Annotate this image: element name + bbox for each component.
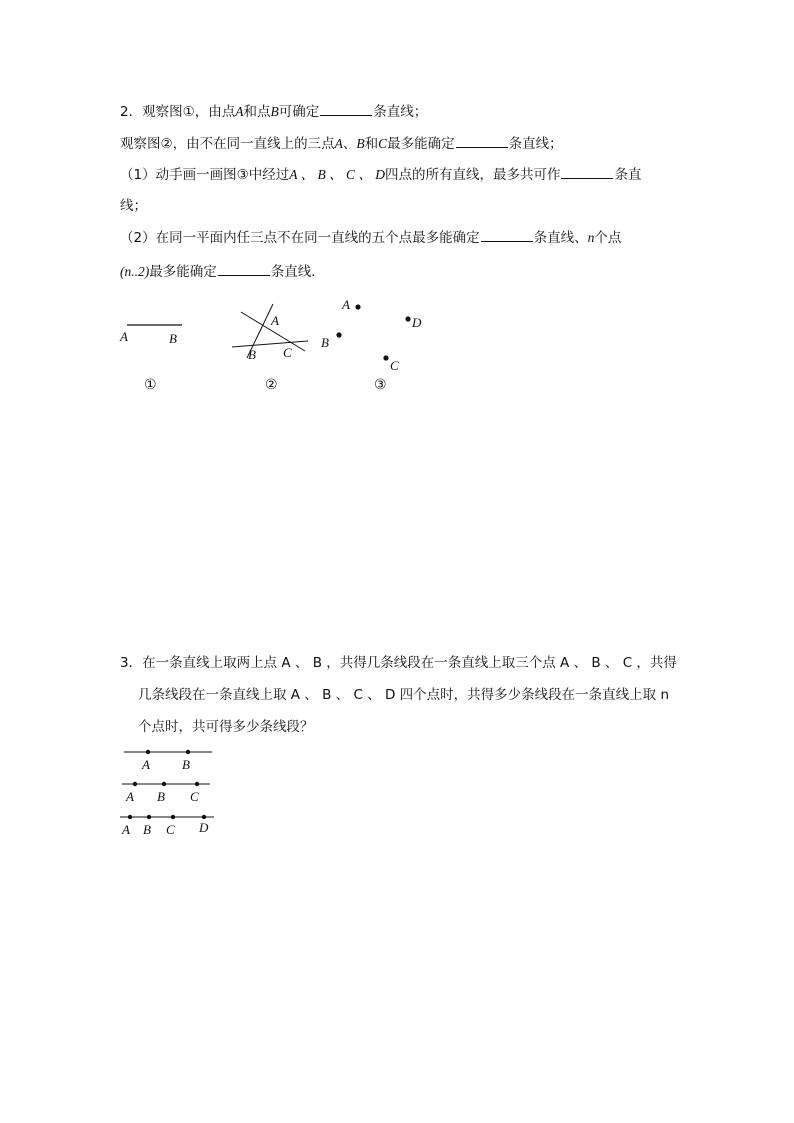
- row3-point-c: [171, 815, 175, 819]
- label-a: A: [342, 297, 350, 312]
- row2-point-c: [195, 782, 199, 786]
- q2-text: 和: [364, 136, 379, 152]
- q2-text: 条直: [614, 167, 642, 183]
- label-b: B: [169, 331, 177, 346]
- row3-label-b: B: [143, 822, 151, 837]
- answer-blank[interactable]: [456, 135, 508, 148]
- figure-1: [115, 315, 195, 355]
- q2-text: （2）在同一平面内任三点不在同一直线的五个点最多能确定: [120, 230, 480, 246]
- label-a: A: [120, 329, 128, 344]
- q3-text: 3．在一条直线上取两上点 A 、 B ，共得几条线段在一条直线上取三个点 A 、 B 、 C ，共得: [120, 655, 677, 671]
- q3-figure: [118, 745, 218, 840]
- point-c: [383, 355, 388, 360]
- label-d: D: [412, 315, 422, 330]
- row2-label-b: B: [157, 789, 165, 804]
- q2-text: 2．观察图①，由点: [120, 104, 236, 120]
- q3-text: 几条线段在一条直线上取 A 、 B 、 C 、 D 四个点时，共得多少条线段在一条直线上取 n: [138, 687, 669, 703]
- q2-text: 和点: [243, 104, 271, 120]
- row3-label-c: C: [166, 822, 175, 837]
- q3-text: 个点时，共可得多少条线段？: [138, 719, 314, 735]
- answer-blank[interactable]: [320, 103, 372, 116]
- figure-3: [315, 292, 430, 377]
- row2-point-a: [133, 782, 137, 786]
- answer-blank[interactable]: [481, 229, 533, 242]
- point-labels: A 、 B 、 C 、 D: [289, 167, 385, 182]
- q2-line-2: [120, 135, 563, 153]
- q2-text: 线；: [120, 198, 147, 214]
- row1-point-b: [186, 750, 190, 754]
- row2-label-a: A: [126, 789, 134, 804]
- variable-n: n: [587, 230, 595, 245]
- row1-label-b: B: [182, 757, 190, 772]
- q2-text: 四点的所有直线，最多共可作: [384, 167, 561, 183]
- point-b: [336, 332, 341, 337]
- q2-line-5: [120, 229, 621, 247]
- q2-text: 最多能确定: [387, 136, 455, 152]
- row2-point-b: [162, 782, 166, 786]
- figure-2: [225, 300, 320, 370]
- q3-line-2: [138, 686, 669, 704]
- row1-label-a: A: [142, 757, 150, 772]
- point-a: [355, 304, 360, 309]
- point-label: A: [235, 104, 244, 119]
- q2-text: 条直线、: [533, 230, 588, 246]
- q2-line-1: [120, 103, 427, 121]
- label-b: B: [248, 347, 256, 362]
- label-c: C: [390, 358, 399, 373]
- point-d: [405, 316, 410, 321]
- q2-text: 条直线；: [373, 104, 428, 120]
- q3-line-1: [120, 654, 677, 672]
- figure-3-number: ③: [374, 377, 387, 393]
- point-label: A: [334, 136, 343, 151]
- point-label: B: [270, 104, 279, 119]
- label-b: B: [321, 335, 329, 350]
- figure-2-number: ②: [265, 377, 278, 393]
- point-label: C: [378, 136, 388, 151]
- condition: (n..2): [120, 264, 150, 279]
- q2-text: 条直线；: [508, 136, 563, 152]
- row3-point-a: [128, 815, 132, 819]
- point-label: B: [356, 136, 365, 151]
- q2-line-3: [120, 166, 641, 184]
- answer-blank[interactable]: [561, 166, 613, 179]
- q2-text: 可确定: [278, 104, 320, 120]
- q3-line-3: [138, 718, 314, 736]
- row1-point-a: [146, 750, 150, 754]
- row3-label-d: D: [199, 820, 209, 835]
- q2-text: （1）动手画一画图③中经过: [120, 167, 290, 183]
- q2-line-4: [120, 197, 147, 215]
- q2-text: 观察图②，由不在同一直线上的三点: [120, 136, 335, 152]
- row2-label-c: C: [190, 789, 199, 804]
- figure-1-number: ①: [144, 377, 157, 393]
- row3-label-a: A: [122, 822, 130, 837]
- q2-text: 最多能确定: [149, 264, 217, 280]
- q2-text: 、: [342, 136, 357, 152]
- label-a: A: [271, 313, 279, 328]
- label-c: C: [283, 345, 292, 360]
- q2-text: 条直线．: [270, 264, 325, 280]
- row3-point-b: [147, 815, 151, 819]
- q2-line-6: [120, 263, 325, 281]
- answer-blank[interactable]: [218, 263, 270, 276]
- q2-text: 个点: [594, 230, 622, 246]
- row3-point-d: [202, 815, 206, 819]
